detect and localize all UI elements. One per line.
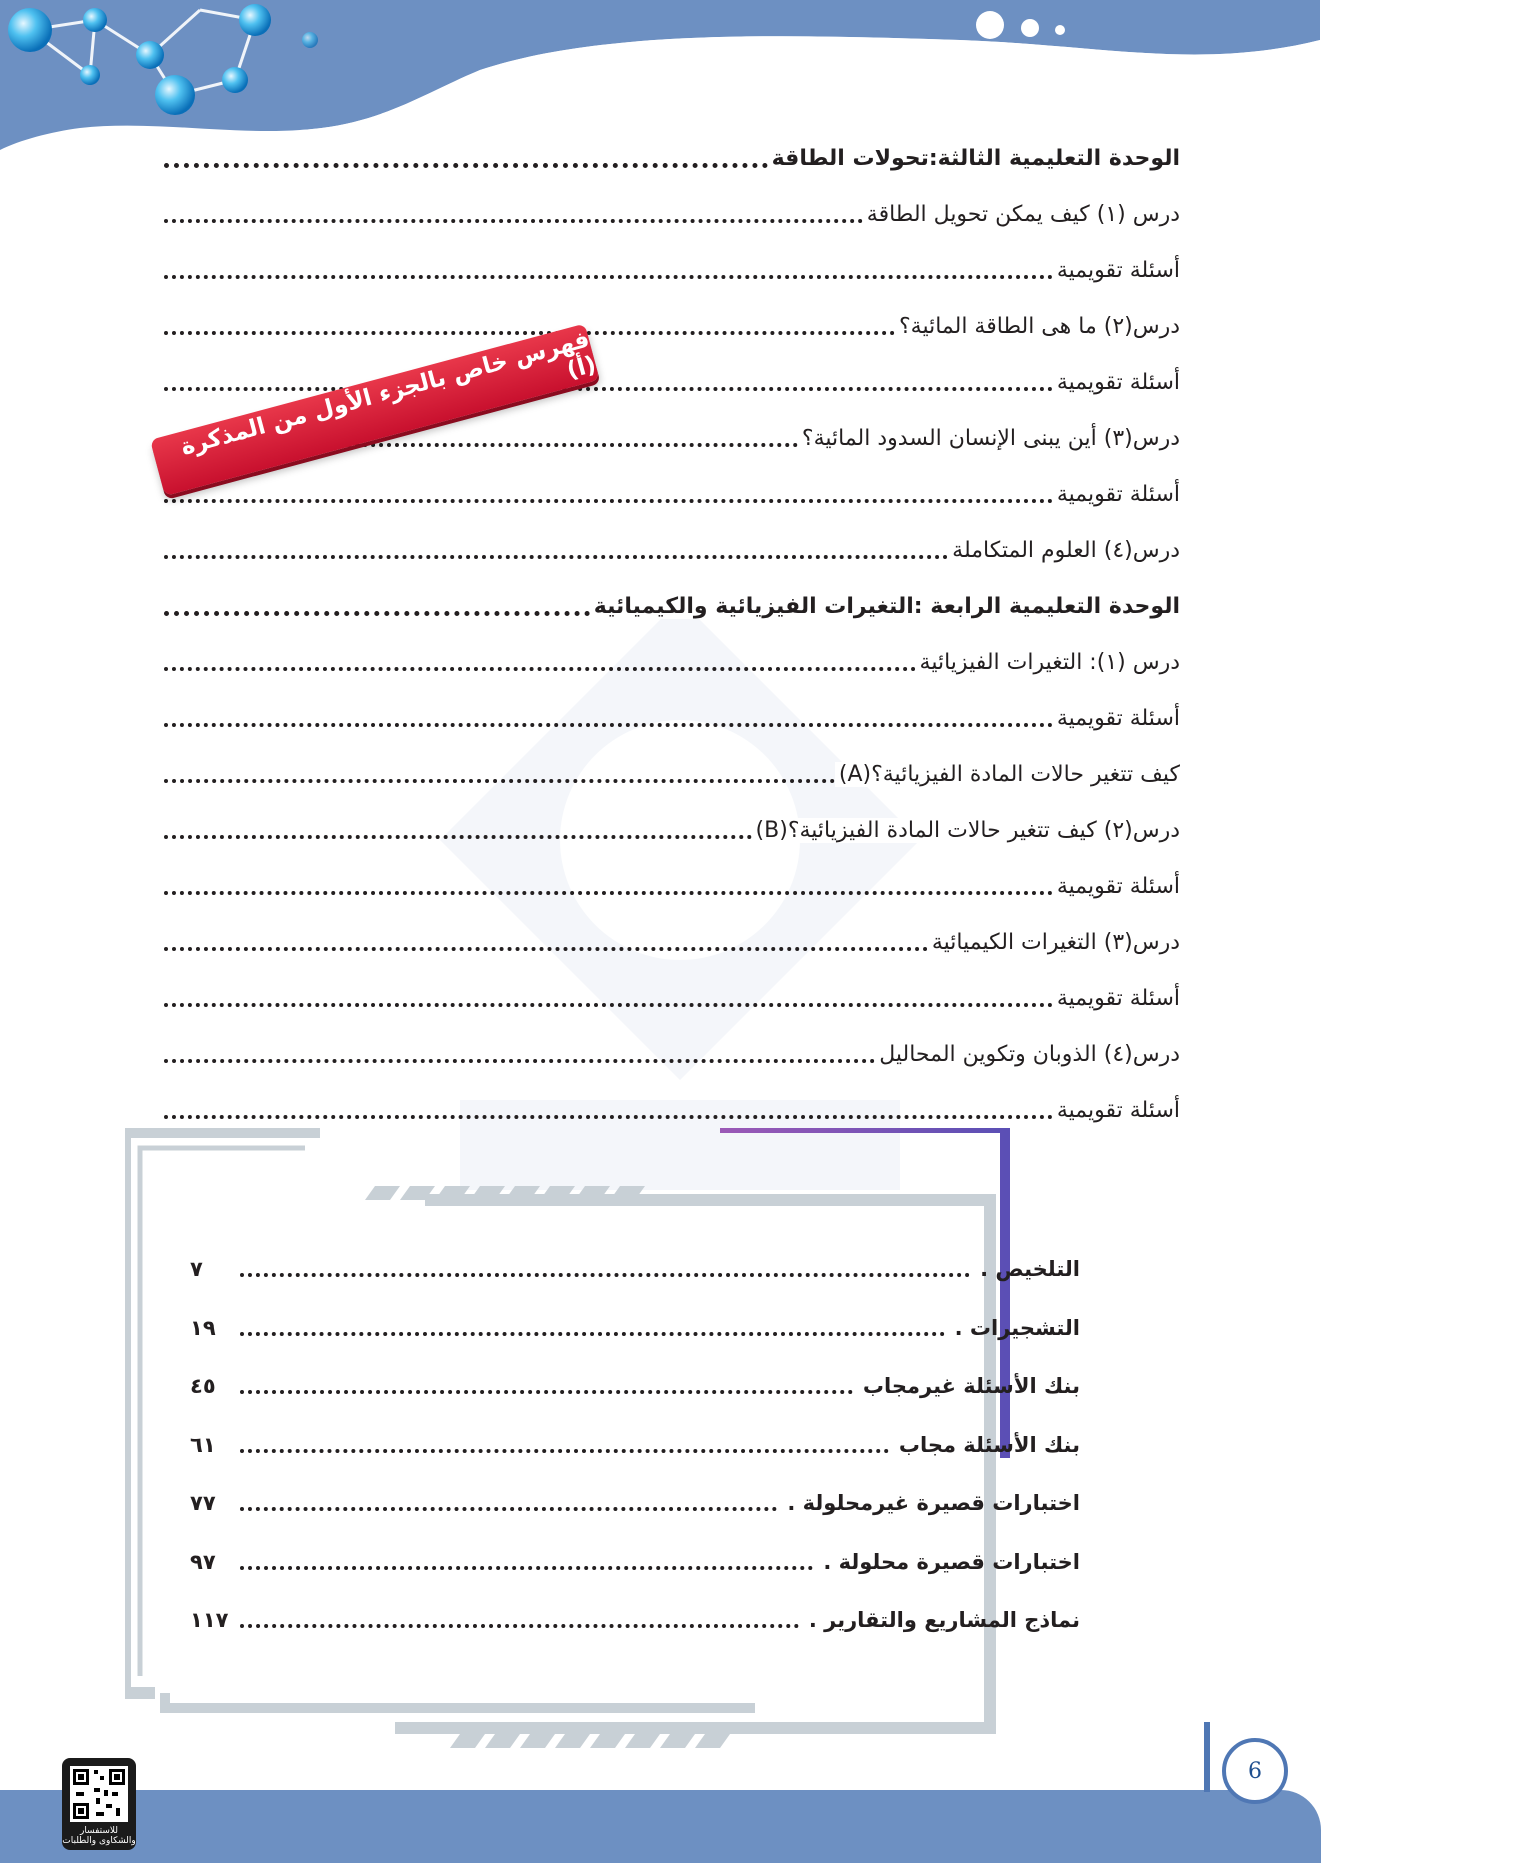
table-of-contents	[160, 130, 1180, 1138]
index-entry-label: بنك الأسئلة مجاب	[898, 1432, 1080, 1457]
dot-leader	[164, 331, 895, 335]
toc-entry[interactable]	[160, 914, 1180, 970]
toc-entry-label: الوحدة التعليمية الثالثة:تحولات الطاقة	[768, 146, 1180, 171]
toc-entry[interactable]	[160, 970, 1180, 1026]
toc-entry-label: أسئلة تقويمية	[1053, 706, 1180, 731]
dot-leader	[164, 1059, 875, 1063]
toc-entry[interactable]	[160, 522, 1180, 578]
dot-leader	[164, 667, 916, 671]
toc-entry-label: درس (١) كيف يمكن تحويل الطاقة	[863, 202, 1180, 227]
dot-leader	[164, 835, 752, 839]
toc-entry[interactable]	[160, 466, 1180, 522]
page-header	[0, 0, 1521, 150]
dot-leader	[164, 891, 1053, 895]
qr-caption: للاستفسار والشكاوى والطلبات	[62, 1826, 136, 1846]
dot-leader	[164, 555, 948, 559]
index-entry-label: اختبارات قصيرة غيرمحلولة .	[787, 1491, 1080, 1516]
index-page-number: ٤٥	[190, 1374, 216, 1399]
index-entry-label: التشجيرات .	[954, 1315, 1080, 1340]
toc-unit-heading[interactable]	[160, 578, 1180, 634]
dot-leader	[240, 1624, 799, 1628]
toc-entry-label: درس(٤) الذوبان وتكوين المحاليل	[875, 1042, 1180, 1067]
page-divider	[1204, 1722, 1210, 1792]
toc-entry[interactable]	[160, 634, 1180, 690]
toc-entry-label: أسئلة تقويمية	[1053, 258, 1180, 283]
toc-entry-label: أسئلة تقويمية	[1053, 1098, 1180, 1123]
toc-entry-label: درس(٢) كيف تتغير حالات المادة الفيزيائية؟(B)	[752, 818, 1180, 843]
index-entry[interactable]	[190, 1299, 1080, 1358]
index-entry-label: اختبارات قصيرة محلولة .	[823, 1549, 1080, 1574]
footer-bar	[0, 1790, 1321, 1863]
dot-leader	[164, 1115, 1053, 1119]
toc-entry-label: درس(٣) أين يبنى الإنسان السدود المائية؟	[798, 426, 1180, 451]
dot-leader	[240, 1566, 813, 1570]
dot-leader	[164, 611, 590, 616]
toc-entry[interactable]	[160, 690, 1180, 746]
index-page-number: ٦١	[190, 1432, 216, 1457]
dot-leader	[240, 1332, 945, 1336]
index-page-number: ٩٧	[190, 1549, 216, 1574]
dot-leader	[164, 387, 1053, 391]
toc-entry-label: درس(٣) التغيرات الكيميائية	[928, 930, 1180, 955]
header-banner	[0, 0, 1521, 150]
toc-entry[interactable]	[160, 1026, 1180, 1082]
index-page-number: ١٩	[190, 1315, 216, 1340]
toc-entry-label: درس (١): التغيرات الفيزيائية	[916, 650, 1180, 675]
toc-entry-label: أسئلة تقويمية	[1053, 874, 1180, 899]
dot-leader	[240, 1507, 777, 1511]
toc-entry-label: كيف تتغير حالات المادة الفيزيائية؟(A)	[835, 762, 1180, 787]
dot-leader	[240, 1273, 970, 1277]
toc-entry[interactable]	[160, 298, 1180, 354]
qr-code[interactable]	[62, 1758, 136, 1850]
index-page-number: ٧	[190, 1257, 203, 1282]
dot-leader	[164, 499, 1053, 503]
index-entry[interactable]	[190, 1357, 1080, 1416]
index-entry-label: التلخيص .	[980, 1257, 1080, 1282]
index-entry-label: بنك الأسئلة غيرمجاب	[862, 1374, 1080, 1399]
toc-entry-label: أسئلة تقويمية	[1053, 482, 1180, 507]
toc-entry[interactable]	[160, 746, 1180, 802]
index-page-number: ١١٧	[190, 1608, 229, 1633]
toc-entry-label: أسئلة تقويمية	[1053, 370, 1180, 395]
dot-leader	[164, 275, 1053, 279]
index-page-number: ٧٧	[190, 1491, 216, 1516]
ribbon-text: فهرس خاص بالجزء الأول من المذكرة (أ)	[178, 326, 599, 461]
dot-leader	[240, 1390, 853, 1394]
dot-leader	[240, 1449, 889, 1453]
index-entry[interactable]	[190, 1591, 1080, 1650]
toc-entry-label: درس(٢) ما هى الطاقة المائية؟	[895, 314, 1180, 339]
dot-leader	[164, 947, 928, 951]
index-entry[interactable]	[190, 1240, 1080, 1299]
toc-entry[interactable]	[160, 858, 1180, 914]
qr-code-icon	[70, 1766, 128, 1822]
toc-entry-label: أسئلة تقويمية	[1053, 986, 1180, 1011]
index-entry[interactable]	[190, 1416, 1080, 1475]
page-number-badge	[1222, 1738, 1288, 1804]
dot-leader	[164, 219, 863, 223]
toc-entry-label: درس(٤) العلوم المتكاملة	[948, 538, 1180, 563]
index-entry-label: نماذج المشاريع والتقارير .	[808, 1608, 1080, 1633]
toc-entry-label: الوحدة التعليمية الرابعة :التغيرات الفيزيائية والكيميائية	[590, 594, 1180, 619]
dot-leader	[164, 163, 768, 168]
index-entry[interactable]	[190, 1533, 1080, 1592]
index-entry[interactable]	[190, 1474, 1080, 1533]
dot-leader	[164, 1003, 1053, 1007]
toc-entry[interactable]	[160, 802, 1180, 858]
toc-unit-heading[interactable]	[160, 130, 1180, 186]
page-number: 6	[1248, 1758, 1262, 1784]
appendix-index	[190, 1240, 1080, 1650]
dot-leader	[164, 779, 835, 783]
toc-entry[interactable]	[160, 242, 1180, 298]
toc-entry[interactable]	[160, 186, 1180, 242]
dot-leader	[164, 723, 1053, 727]
